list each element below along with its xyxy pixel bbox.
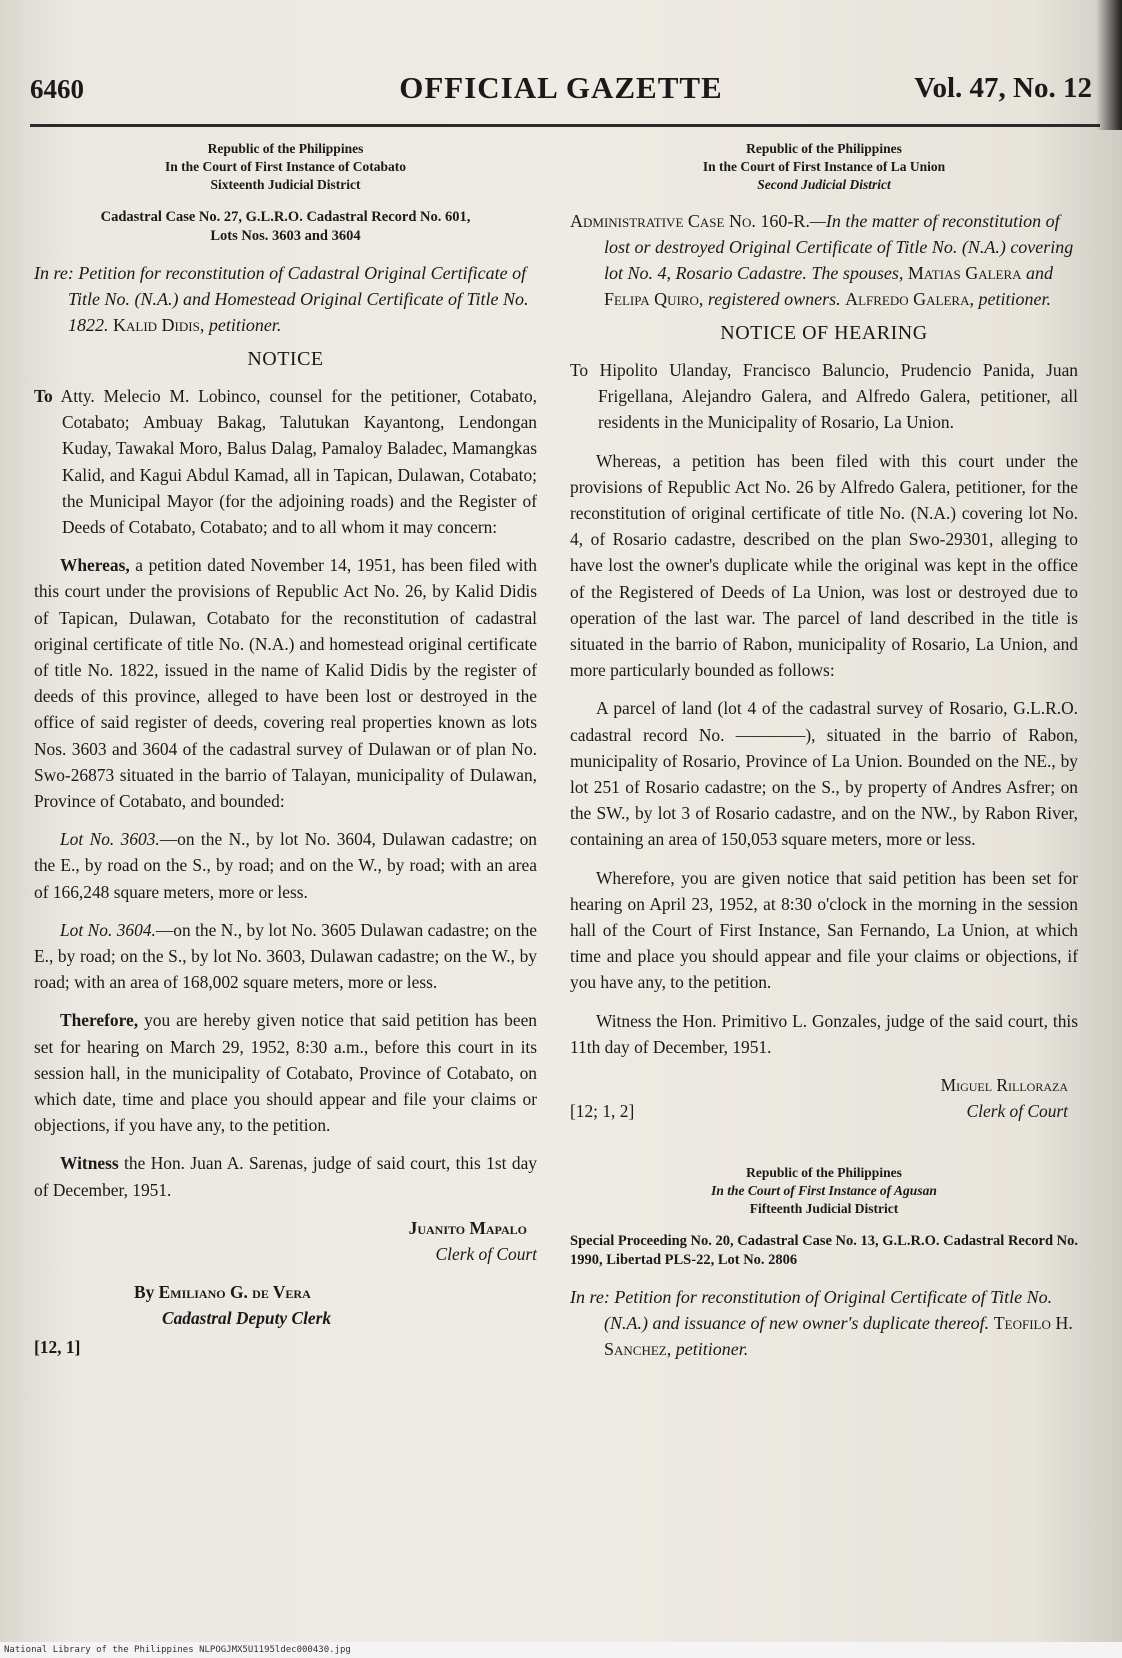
whereas-paragraph-la-union: Whereas, a petition has been filed with this court under the provisions of Republic Act No. 26 by Alfredo Galera, petitioner, for the reconstitution of original certificate of title No. (N.A.) covering lot No. 4, of Rosario cadastre, described on the plan Swo-29301, alleging to have lost the owner's duplicate while the original was kept in the office of the Registered of Deeds of La Union, was lost or destroyed due to operation of the last war. The parcel of land described in the title is situated in the barrio of Rabon, municipality of Rosario, La Union, and more particularly bounded as follows: (570, 450, 1078, 681)
therefore-paragraph: Therefore, you are hereby given notice that said petition has been set for hearing on March 29, 1952, 8:30 a.m., before this court in its session hall, in the municipality of Cotabato, Province of Cotabato, on which date, time and place you should appear and file your claims or objections, if you have any, to the petition. (34, 1010, 537, 1136)
court-heading-cotabato: Republic of the Philippines In the Court of First Instance of Cotabato Sixteenth Judicial District (164, 141, 407, 192)
right-column (570, 140, 1078, 1372)
parcel-paragraph: A parcel of land (lot 4 of the cadastral survey of Rosario, G.L.R.O. cadastral record No. ————), situated in the barrio of Rabon, municipality of Rosario, Province of La Union. Bounded on the NE., by lot 251 of Rosario cadastre; on the S., by property of Andres Asfrer; on the SW., by lot 3 of Rosario cadastre, and on the NW., by Rabon River, containing an area of 150,053 square meters, more or less. (570, 698, 1078, 850)
to-paragraph: To Atty. Melecio M. Lobinco, counsel for the petitioner, Cotabato, Cotabato; Ambuay Bakag, Talutukan Kayantong, Lendongan Kuday, Tawakal Moro, Balus Dalag, Pamaloy Baladec, Mamangkas Kalid, and Kagui Abdul Kamad, all in Tapican, Dulawan, Cotabato; the Municipal Mayor (for the adjoining roads) and the Register of Deeds of Cotabato, Cotabato; and to all whom it may concern: (34, 386, 537, 538)
clerk-signature-la-union: [12; 1, 2] Miguel Rilloraza Clerk of Court (570, 1072, 1078, 1124)
volume-number: Vol. 47, No. 12 (914, 72, 1092, 104)
wherefore-paragraph: Wherefore, you are given notice that said petition has been set for hearing on April 23, 1952, at 8:30 o'clock in the morning in the session hall of the Court of First Instance, San Fernando, La Union, at which time and place you should appear and file your claims or objections, if you have any, to the petition. (570, 867, 1078, 993)
page-header (30, 66, 1092, 106)
witness-paragraph-la-union: Witness the Hon. Primitivo L. Gonzales, judge of the said court, this 11th day of December, 1951. (570, 1010, 1078, 1057)
page-edge-shadow (1096, 0, 1122, 130)
lot-3603-paragraph: Lot No. 3603.—on the N., by lot No. 3604, Dulawan cadastre; on the E., by road on the S., by road; and on the W., by road; with an area of 166,248 square meters, more or less. (34, 829, 538, 902)
court-heading-agusan: Republic of the Philippines In the Court of First Instance of Agusan Fifteenth Judicial District (711, 1165, 937, 1217)
case-caption: Cadastral Case No. 27, G.L.R.O. Cadastral Record No. 601, Lots Nos. 3603 and 3604 (100, 209, 471, 244)
publication-reference-la-union: [12; 1, 2] (570, 1101, 635, 1122)
special-proceeding-caption: Special Proceeding No. 20, Cadastral Case No. 13, G.L.R.O. Cadastral Record No. 1990, Libertad PLS-22, Lot No. 2806 (570, 1233, 1079, 1269)
lot-3604-paragraph: Lot No. 3604.—on the N., by lot No. 3605 Dulawan cadastre; on the E., by road; on the S., by lot No. 3603, Dulawan cadastre; on the W., by road; with an area of 168,002 square meters, more or less. (34, 919, 537, 993)
witness-paragraph: Witness the Hon. Juan A. Sarenas, judge of said court, this 1st day of December, 1951. (34, 1153, 537, 1200)
deputy-signature: By Emiliano G. de Vera Cadastral Deputy Clerk (134, 1281, 332, 1328)
notice-title: NOTICE (247, 348, 324, 370)
in-re-paragraph: In re: Petition for reconstitution of Cadastral Original Certificate of Title No. (N.A.) and Homestead Original Certificate of Title No. 1822. Kalid Didis, petitioner. (34, 263, 529, 335)
whereas-paragraph: Whereas, a petition dated November 14, 1951, has been filed with this court under the provisions of Republic Act No. 26, by Kalid Didis of Tapican, Dulawan, Cotabato for the reconstitution of cadastral original certificate of title No. (N.A.) and homestead original certificate of title No. 1822, issued in the name of Kalid Didis by the register of deeds of this province, alleged to have been lost or destroyed in the office of said register of deeds, covering real properties known as lots Nos. 3603 and 3604 of the cadastral survey of Dulawan or of plan No. Swo-26873 situated in the barrio of Talayan, municipality of Dulawan, Province of Cotabato, and bounded: (34, 555, 537, 812)
left-column (34, 140, 537, 1358)
notice-of-hearing-title: NOTICE OF HEARING (720, 322, 928, 344)
publication-reference: [12, 1] (34, 1336, 81, 1357)
clerk-signature: Juanito Mapalo Clerk of Court (408, 1217, 537, 1264)
court-heading-la-union: Republic of the Philippines In the Court of First Instance of La Union Second Judicial District (702, 141, 946, 192)
admin-case-paragraph: Administrative Case No. 160-R.—In the matter of reconstitution of lost or destroyed Original Certificate of Title No. (N.A.) covering lot No. 4, Rosario Cadastre. The spouses, Matias Galera and Felipa Quiro, registered owners. Alfredo Galera, petitioner. (570, 211, 1074, 309)
in-re-paragraph-agusan: In re: Petition for reconstitution of Original Certificate of Title No. (N.A.) and issuance of new owner's duplicate thereof. Teofilo H. Sanchez, petitioner. (570, 1287, 1073, 1360)
scan-footer: National Library of the Philippines NLPOGJMX5U1195ldec000430.jpg (0, 1642, 1122, 1658)
page-number: 6460 (30, 74, 84, 104)
to-paragraph-la-union: To Hipolito Ulanday, Francisco Baluncio, Prudencio Panida, Juan Frigellana, Alejandro Galera, and Alfredo Galera, petitioner, all residents in the Municipality of Rosario, La Union. (570, 360, 1078, 433)
header-rule (30, 124, 1100, 127)
publication-title: OFFICIAL GAZETTE (399, 70, 723, 105)
